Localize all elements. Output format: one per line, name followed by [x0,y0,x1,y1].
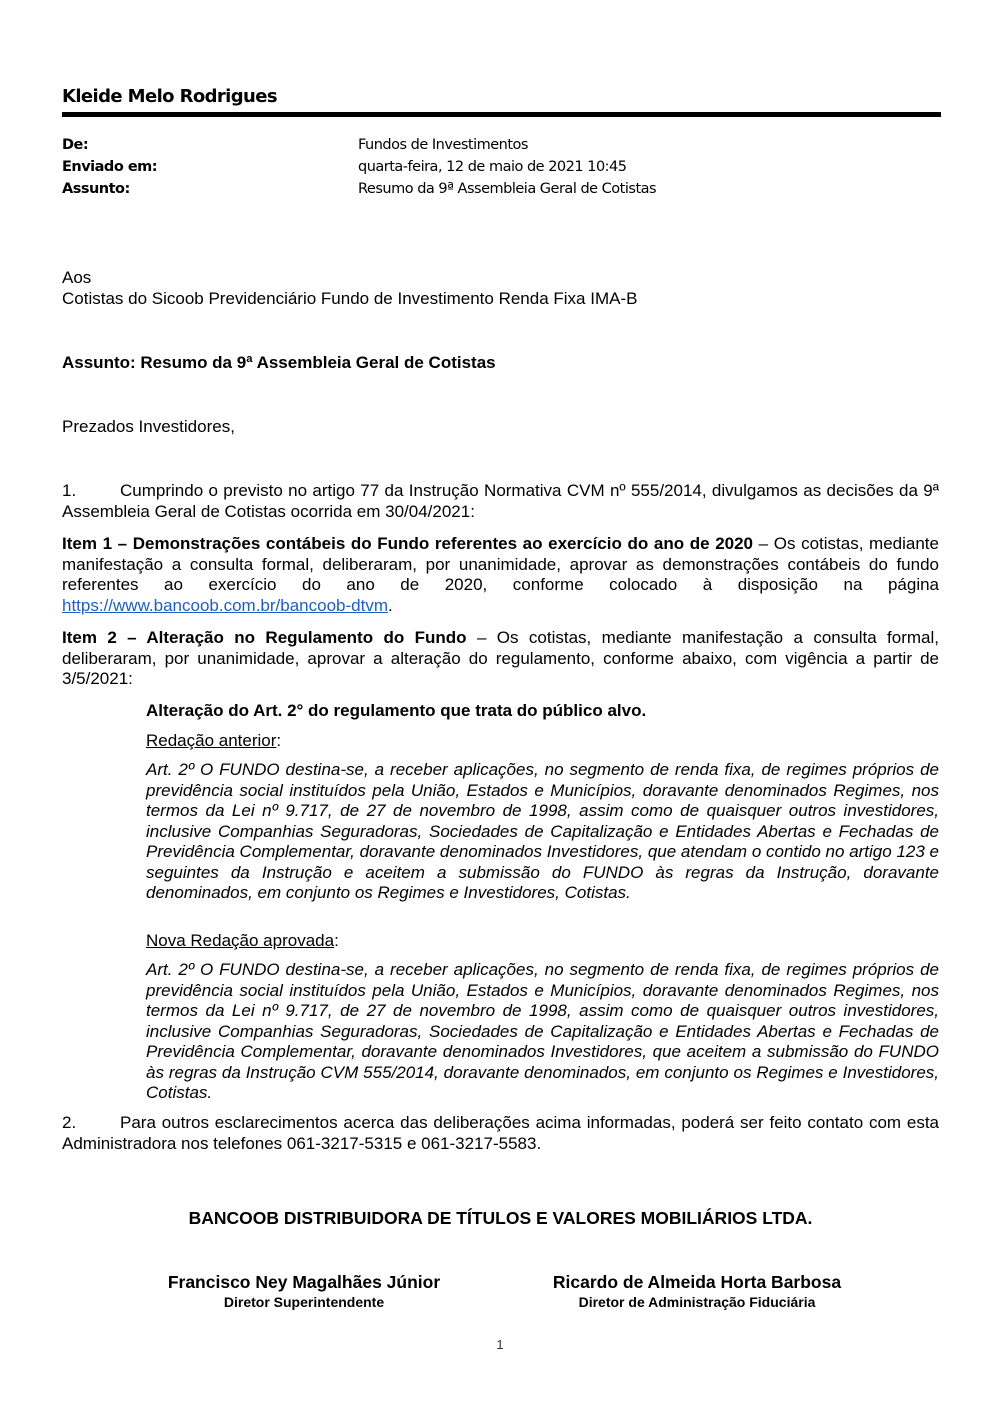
meta-label: Assunto: [62,181,130,197]
colon: : [276,731,282,750]
salutation [62,268,939,309]
paragraph-number: 2. [62,1113,77,1132]
paragraph-text: Para outros esclarecimentos acerca das deliberações acima informadas, poderá ser feito contato com esta Administradora nos telefones 061-3217-5315 e 061-3217-5583. [62,1113,939,1153]
new-label [146,931,939,952]
item-1-heading: Item 1 – Demonstrações contábeis do Fundo referentes ao exercício do ano de 2020 [62,534,754,553]
paragraph-text: Cumprindo o previsto no artigo 77 da Instrução Normativa CVM nº 555/2014, divulgamos as decisões da 9ª Assembleia Geral de Cotistas ocorrida em 30/04/2021: [62,481,939,521]
signer-1 [144,1271,464,1311]
item-1 [62,534,939,616]
item-2-text: – Os cotistas, mediante manifestação a consulta formal, deliberaram, por unanimidade, aprovar a alteração do regulamento, conforme abaixo, com vigência a partir de 3/5/2021: [62,628,939,688]
item-1-end: . [388,595,393,615]
meta-label: De: [62,137,89,153]
company-name: BANCOOB DISTRIBUIDORA DE TÍTULOS E VALORES MOBILIÁRIOS LTDA. [188,1208,813,1228]
sender-name: Kleide Melo Rodrigues [62,86,277,107]
header-divider [62,112,941,117]
signer-name: Francisco Ney Magalhães Júnior [167,1272,441,1292]
previous-label-text: Redação anterior [146,731,277,750]
meta-value: quarta-feira, 12 de maio de 2021 10:45 [358,159,627,175]
new-label-text: Nova Redação aprovada [146,931,335,950]
paragraph-number: 1. [62,481,77,500]
previous-label [146,731,939,752]
page-number: 1 [496,1337,504,1352]
bancoob-dtvm-link[interactable]: https://www.bancoob.com.br/bancoob-dtvm [62,595,388,615]
signer-name: Ricardo de Almeida Horta Barbosa [552,1272,842,1292]
previous-article-text: Art. 2º O FUNDO destina-se, a receber aplicações, no segmento de renda fixa, de regimes próprios de previdência social instituídos pela União, Estados e Municípios, doravante denominados Regimes, nos termos da Lei nº 9.717, de 27 de novembro de 1998, assim como de quaisquer outros investidores, inclusive Companhias Seguradoras, Sociedades de Capitalização e Entidades Abertas e Fechadas de Previdência Complementar, doravante denominados Investidores, que atendam o contido no artigo 123 e seguintes da Instrução e aceitem a submissão do FUNDO às regras da Instrução, doravante denominados, em conjunto os Regimes e Investidores, Cotistas. [146,760,939,902]
new-article-text: Art. 2º O FUNDO destina-se, a receber aplicações, no segmento de renda fixa, de regimes próprios de previdência social instituídos pela União, Estados e Municípios, doravante denominados Regimes, nos termos da Lei nº 9.717, de 27 de novembro de 1998, assim como de quaisquer outros investidores, inclusive Companhias Seguradoras, Sociedades de Capitalização e Entidades Abertas e Fechadas de Previdência Complementar, doravante denominados Investidores, que aceitem a submissão do FUNDO às regras da Instrução CVM 555/2014, doravante denominados, em conjunto os Regimes e Investidores, Cotistas. [146,960,939,1102]
signer-title: Diretor de Administração Fiduciária [578,1294,816,1310]
meta-sent [62,156,942,178]
colon: : [334,931,339,950]
salutation-line: Aos [62,268,92,287]
meta-value: Resumo da 9ª Assembleia Geral de Cotistas [358,181,657,197]
paragraph-1 [62,481,939,522]
item-2 [62,628,939,690]
letter-subject: Assunto: Resumo da 9ª Assembleia Geral de Cotistas [62,353,496,372]
item-2-heading: Item 2 – Alteração no Regulamento do Fundo [62,628,467,647]
signer-2 [527,1271,867,1311]
paragraph-2 [62,1113,939,1154]
meta-from [62,134,942,156]
signer-title: Diretor Superintendente [223,1294,385,1310]
item-1-text: – Os cotistas, mediante manifestação a consulta formal, deliberaram, por unanimidade, aprovar as demonstrações contábeis do fundo referentes ao exercício do ano de 2020, conforme colocado à disposição na página [62,534,939,594]
greeting: Prezados Investidores, [62,417,235,436]
alteration-heading: Alteração do Art. 2° do regulamento que trata do público alvo. [146,701,647,720]
email-meta [62,134,942,200]
meta-value: Fundos de Investimentos [358,137,528,153]
recipient-line: Cotistas do Sicoob Previdenciário Fundo de Investimento Renda Fixa IMA-B [62,288,638,308]
meta-label: Enviado em: [62,159,158,175]
meta-subject [62,178,942,200]
